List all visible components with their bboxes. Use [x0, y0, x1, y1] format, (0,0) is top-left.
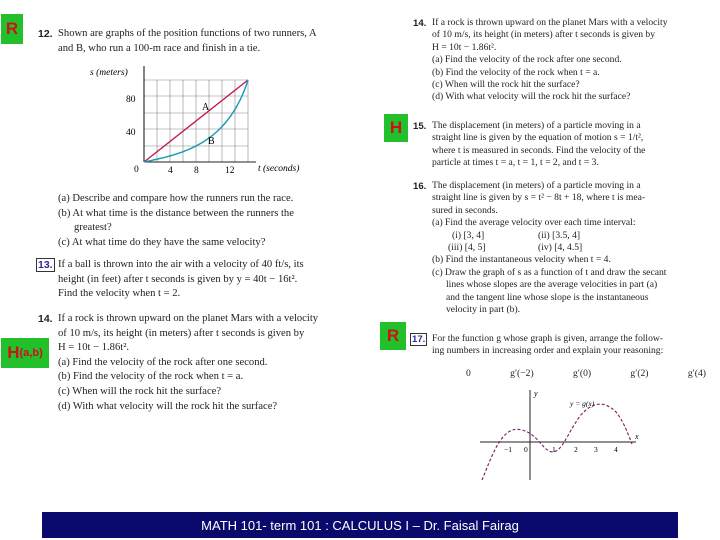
x-tick-4: 4 [168, 166, 173, 176]
part-line: (a) Describe and compare how the runners run the race. [58, 193, 294, 204]
part-line: (c) When will the rock hit the surface? [58, 385, 222, 397]
interval-ii: (ii) [3.5, 4] [538, 229, 581, 241]
x-axis-label: x [635, 432, 639, 441]
x-tick: 0 [524, 445, 528, 454]
problem-15-text [432, 120, 718, 170]
part-line: (d) With what velocity will the rock hit the surface? [432, 91, 631, 103]
value-item: 0 [466, 368, 471, 379]
text-line: If a ball is thrown into the air with a velocity of 40 ft/s, its [58, 259, 304, 270]
problem-12-text [58, 27, 368, 56]
value-item: g′(−2) [510, 368, 534, 379]
problem-16-number: 16. [413, 181, 427, 192]
problem-12-number: 12. [38, 28, 53, 40]
x-tick: 1 [552, 445, 556, 454]
text-line: H = 10t − 1.86t². [432, 41, 497, 53]
text-line: Shown are graphs of the position functions of two runners, A [58, 28, 317, 39]
problem-13-text [58, 258, 368, 302]
text-line: H = 10t − 1.86t². [58, 342, 130, 354]
part-line: (c) At what time do they have the same velocity? [58, 236, 266, 248]
part-line: lines whose slopes are the average velocities in part (a) [446, 279, 658, 291]
problem-17-values [466, 368, 706, 380]
text-line: ing numbers in increasing order and explain your reasoning: [432, 345, 664, 357]
part-line: (b) Find the velocity of the rock when t = a. [58, 371, 244, 383]
problem-15-number: 15. [413, 121, 427, 132]
course-footer-banner [42, 512, 678, 538]
text-line: particle at times t = a, t = 1, t = 2, and t = 3. [432, 157, 599, 169]
tag-label: R [5, 19, 19, 38]
y-tick-40: 40 [126, 128, 136, 138]
x-tick: 4 [614, 445, 618, 454]
runner-a-label: A [202, 102, 210, 113]
text-line: The displacement (in meters) of a particle moving in a [432, 120, 641, 131]
tag-label: H [7, 343, 20, 362]
part-line: (a) Find the velocity of the rock after one second. [58, 356, 268, 368]
part-line: and the tangent line whose slope is the instantaneous [446, 291, 649, 303]
problem-14-left-number: 14. [38, 313, 53, 325]
interval-row [432, 230, 718, 242]
y-axis-label: y [534, 389, 538, 398]
problem-13-number [36, 259, 55, 271]
x-tick-12: 12 [225, 166, 235, 176]
tag-label: R [386, 326, 400, 345]
problem-14-right-number: 14. [413, 18, 427, 29]
text-line: straight line is given by the equation of motion s = 1/t², [432, 132, 644, 144]
text-line: If a rock is thrown upward on the planet Mars with a velocity [58, 313, 319, 324]
tag-h-ab-lower-left [1, 338, 49, 368]
text-line: If a rock is thrown upward on the planet Mars with a velocity [432, 17, 668, 28]
interval-iv: (iv) [4, 4.5] [538, 242, 583, 254]
text-line: of 10 m/s, its height (in meters) after t seconds is given by [432, 29, 656, 41]
text-line: Find the velocity when t = 2. [58, 288, 181, 300]
text-line: The displacement (in meters) of a particle moving in a [432, 180, 641, 191]
x-tick: 3 [594, 445, 598, 454]
problem-14-right-text [432, 17, 718, 104]
text-line: of 10 m/s, its height (in meters) after t seconds is given by [58, 327, 305, 339]
text-line: where t is measured in seconds. Find the velocity of the [432, 144, 646, 156]
tag-label: H [389, 118, 403, 137]
value-item: g′(2) [630, 368, 649, 379]
x-tick: 2 [574, 445, 578, 454]
y-tick-80: 80 [126, 95, 136, 105]
part-line: velocity in part (b). [446, 304, 521, 316]
problem-17-number-box: 17. [412, 334, 426, 345]
footer-text: MATH 101- term 101 : CALCULUS I – Dr. Faisal Fairag [201, 517, 519, 533]
text-line: sured in seconds. [432, 204, 498, 216]
text-line: height (in feet) after t seconds is given by y = 40t − 16t². [58, 273, 298, 285]
value-item: g′(4) [687, 368, 706, 379]
part-line: (a) Find the velocity of the rock after one second. [432, 54, 622, 66]
interval-row [432, 242, 718, 254]
tag-r-lower-right [380, 322, 406, 350]
problem-13-number-box: 13. [38, 259, 53, 271]
interval-i: (i) [3, 4] [452, 229, 485, 241]
function-label: y = g(x) [570, 399, 595, 408]
tag-h-middle-right [384, 114, 408, 142]
text-line: straight line is given by s = t² − 8t + 18, where t is mea- [432, 192, 646, 204]
value-item: g′(0) [572, 368, 592, 379]
part-line: (c) Draw the graph of s as a function of t and draw the secant [432, 266, 667, 278]
problem-14-left-text [58, 312, 368, 414]
x-tick: −1 [504, 445, 512, 454]
problem-16-text [432, 180, 718, 316]
part-line: (d) With what velocity will the rock hit the surface? [58, 400, 278, 412]
problem-12-parts [58, 192, 368, 250]
problem-17-text [432, 333, 718, 358]
text-line: and B, who run a 100-m race and finish in a tie. [58, 42, 261, 54]
g-function-graph [476, 386, 646, 484]
part-line: (a) Find the average velocity over each time interval: [432, 217, 636, 229]
text-line: For the function g whose graph is given, arrange the follow- [432, 333, 663, 344]
x-tick-0: 0 [134, 165, 139, 175]
runners-position-graph [88, 62, 318, 178]
part-line: (b) Find the instantaneous velocity when t = 4. [432, 254, 611, 266]
x-tick-8: 8 [194, 166, 199, 176]
graph-xlabel: t (seconds) [258, 164, 300, 174]
part-line: (c) When will the rock hit the surface? [432, 79, 580, 91]
part-line: greatest? [74, 222, 112, 234]
part-line: (b) At what time is the distance between the runners the [58, 207, 294, 219]
runner-b-label: B [208, 136, 215, 147]
tag-sub-label: (a,b) [19, 347, 43, 359]
part-line: (b) Find the velocity of the rock when t = a. [432, 66, 600, 78]
interval-iii: (iii) [4, 5] [448, 242, 486, 254]
graph-ylabel: s (meters) [90, 68, 128, 78]
problem-17-number [410, 334, 427, 345]
tag-r-top-left [1, 14, 23, 44]
